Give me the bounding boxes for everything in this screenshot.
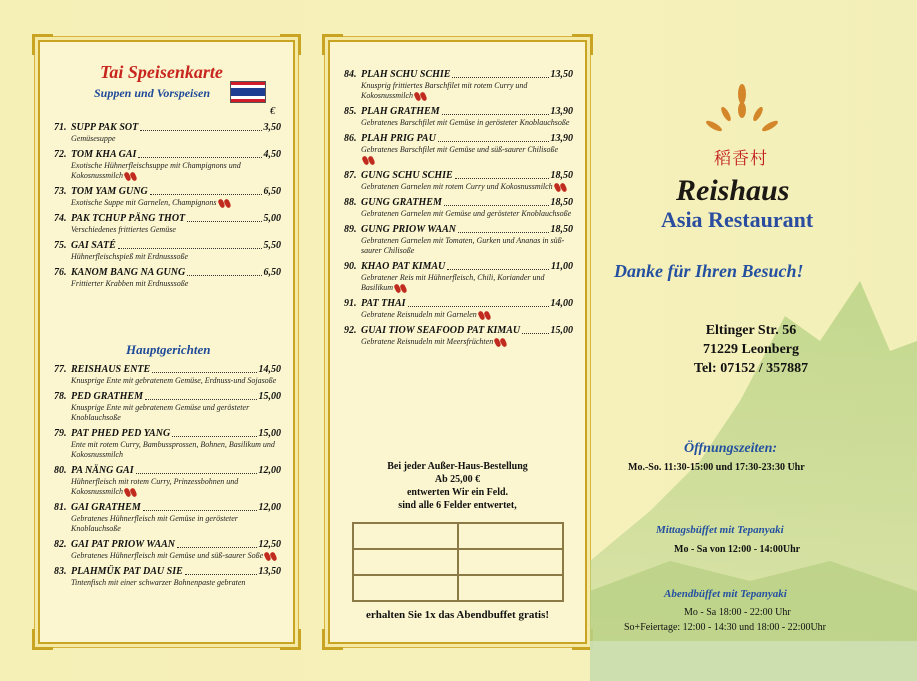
rice-ears-logo-icon [702, 82, 782, 142]
dot-leader [452, 77, 548, 78]
menu-list-fish-seafood [344, 69, 573, 352]
menu-title: Tai Speisenkarte [100, 62, 223, 82]
menu-item-description: Gemüsesuppe [71, 134, 116, 143]
menu-item-name: GAI PAT PRIOW WAAN [71, 539, 176, 550]
menu-item-description: Gebratener Reis mit Hühnerfleisch, Chili, Koriander und Basilikum [361, 273, 545, 292]
ornament-corner [280, 629, 301, 650]
menu-item-description: Knusprige Ente mit gebratenem Gemüse und gerösteter Knoblauchsoße [71, 403, 250, 422]
menu-item-name: PLAHMÜK PAT DAU SIE [71, 566, 183, 577]
menu-item-name: GUNG SCHU SCHIE [361, 170, 453, 181]
menu-item-price: 15,00 [258, 391, 281, 402]
menu-item-description-row [71, 514, 281, 534]
menu-item-description-row [71, 403, 281, 423]
dot-leader [140, 130, 261, 131]
chili-spicy-icon [265, 552, 279, 561]
thai-flag-icon [230, 81, 266, 103]
chili-spicy-icon [555, 183, 569, 192]
menu-item-header [54, 428, 281, 440]
menu-item-description-row [361, 145, 573, 165]
menu-item-name: PED GRATHEM [71, 391, 143, 402]
menu-item-header [54, 566, 281, 578]
city: 71229 Leonberg [702, 342, 800, 357]
menu-item-description: Hühnerfleischspieß mit Erdnusssoße [71, 252, 189, 261]
phone: Tel: 07152 / 357887 [693, 361, 809, 376]
menu-item-price: 15,00 [258, 428, 281, 439]
menu-item-description-row [361, 81, 573, 101]
chili-spicy-icon [479, 311, 493, 320]
menu-item-price: 12,50 [258, 539, 281, 550]
notice-line: sind alle 6 Felder entwertet, [398, 500, 517, 511]
notice-line: Bei jeder Außer-Haus-Bestellung [387, 461, 528, 472]
menu-item [54, 186, 281, 208]
menu-item-price: 5,50 [263, 240, 281, 251]
chili-spicy-icon [395, 284, 409, 293]
menu-item [54, 465, 281, 497]
dot-leader [438, 141, 549, 142]
lunch-buffet-hours: Mo - Sa von 12:00 - 14:00Uhr [674, 544, 801, 555]
address-block [678, 321, 824, 378]
menu-item-number: 75. [54, 240, 67, 251]
menu-item-header [344, 261, 573, 273]
menu-item [54, 502, 281, 534]
stamp-field [458, 549, 563, 575]
takeaway-notice [330, 460, 585, 512]
dot-leader [185, 574, 257, 575]
menu-item-number: 77. [54, 364, 67, 375]
menu-item-price: 11,00 [551, 261, 573, 272]
menu-item-number: 91. [344, 298, 357, 309]
menu-item-description-row [71, 198, 281, 208]
menu-item-header [54, 122, 281, 134]
menu-item-number: 89. [344, 224, 357, 235]
menu-item-header [54, 240, 281, 252]
menu-item-header [344, 298, 573, 310]
chili-spicy-icon [363, 156, 377, 165]
chili-spicy-icon [415, 92, 429, 101]
menu-item-name: TOM KHA GAI [71, 149, 137, 160]
dot-leader [138, 157, 261, 158]
menu-item [54, 566, 281, 588]
menu-item-name: PAK TCHUP PÄNG THOT [71, 213, 186, 224]
menu-list-main [54, 364, 281, 593]
menu-item-header [54, 149, 281, 161]
dot-leader [522, 333, 548, 334]
menu-item-description-row [71, 252, 281, 262]
menu-item [344, 133, 573, 165]
menu-item-header [54, 539, 281, 551]
menu-item-price: 13,90 [550, 106, 573, 117]
menu-item-number: 80. [54, 465, 67, 476]
menu-item-description-row [71, 225, 281, 235]
menu-item-header [54, 364, 281, 376]
menu-item [54, 428, 281, 460]
restaurant-type: Asia Restaurant [661, 207, 814, 232]
menu-item-name: KANOM BANG NA GUNG [71, 267, 186, 278]
opening-hours-title: Öffnungszeiten: [684, 441, 778, 456]
ornament-corner [322, 34, 343, 55]
dot-leader [455, 178, 549, 179]
menu-item-description: Gebratenen Garnelen mit Tomaten, Gurken und Ananas in süß-saurer Chilisoße [361, 236, 565, 255]
menu-item-name: REISHAUS ENTE [71, 364, 151, 375]
dot-leader [118, 248, 262, 249]
dot-leader [145, 399, 257, 400]
menu-item [344, 197, 573, 219]
menu-item-description-row [71, 477, 281, 497]
ornament-corner [322, 629, 343, 650]
dot-leader [187, 221, 261, 222]
menu-item [54, 122, 281, 144]
menu-item [54, 240, 281, 262]
menu-item-header [344, 224, 573, 236]
dot-leader [143, 510, 257, 511]
lunch-buffet-title: Mittagsbüffet mit Tepanyaki [656, 524, 784, 536]
currency-symbol: € [270, 106, 275, 117]
menu-item-price: 18,50 [550, 224, 573, 235]
menu-item-header [344, 106, 573, 118]
menu-item-price: 6,50 [263, 186, 281, 197]
menu-item-description: Tintenfisch mit einer schwarzer Bohnenpaste gebraten [71, 578, 246, 587]
dinner-buffet-hours-sunday: So+Feiertage: 12:00 - 14:30 und 18:00 - 22:00Uhr [624, 622, 827, 633]
menu-item-name: GUNG GRATHEM [361, 197, 442, 208]
menu-item-price: 4,50 [263, 149, 281, 160]
menu-item [54, 364, 281, 386]
menu-item-description: Hühnerfleisch mit rotem Curry, Prinzessbohnen und Kokosnussmilch [71, 477, 239, 496]
menu-list-soups [54, 122, 281, 294]
menu-item-description: Gebratene Reisnudeln mit Garnelen [361, 310, 477, 319]
menu-item-price: 18,50 [550, 170, 573, 181]
dot-leader [152, 372, 256, 373]
ornament-corner [32, 34, 53, 55]
middle-menu-panel [328, 40, 587, 644]
menu-item-description: Knusprig frittiertes Barschfilet mit rotem Curry und Kokosnussmilch [361, 81, 528, 100]
menu-item-header [54, 213, 281, 225]
menu-item [344, 170, 573, 192]
menu-item-name: GUNG PRIOW WAAN [361, 224, 457, 235]
menu-item-description: Gebratenen Garnelen mit rotem Curry und Kokosnussmilch [361, 182, 553, 191]
street: Eltinger Str. 56 [705, 323, 797, 338]
menu-item-description-row [71, 440, 281, 460]
menu-item-description: Gebratenes Barschfilet mit Gemüse und süß-saurer Chilisoße [361, 145, 559, 154]
dot-leader [136, 473, 257, 474]
section-title-main: Hauptgerichten [126, 342, 211, 357]
menu-item-price: 5,00 [263, 213, 281, 224]
menu-item-header [54, 267, 281, 279]
menu-item-number: 87. [344, 170, 357, 181]
menu-item-description-row [361, 236, 573, 256]
dinner-buffet-hours: Mo - Sa 18:00 - 22:00 Uhr [684, 607, 791, 618]
dot-leader [172, 436, 256, 437]
menu-item-name: KHAO PAT KIMAU [361, 261, 446, 272]
menu-item-description: Gebratenes Barschfilet mit Gemüse in gerösteter Knoblauchsoße [361, 118, 570, 127]
menu-item [54, 391, 281, 423]
menu-item-description: Ente mit rotem Curry, Bambussprossen, Bohnen, Basilikum und Kokosnussmilch [71, 440, 275, 459]
menu-item-price: 13,50 [550, 69, 573, 80]
dot-leader [150, 194, 262, 195]
section-title-soups: Suppen und Vorspeisen [94, 86, 211, 100]
menu-item-description-row [361, 182, 573, 192]
menu-item-name: GAI SATÉ [71, 240, 116, 251]
notice-line: entwerten Wir ein Feld. [406, 487, 509, 498]
dot-leader [444, 205, 549, 206]
menu-item [344, 261, 573, 293]
chinese-restaurant-name: 稻香村 [714, 149, 768, 168]
menu-item-number: 85. [344, 106, 357, 117]
menu-item-description-row [71, 134, 281, 144]
ornament-corner [32, 629, 53, 650]
menu-item-description-row [71, 551, 281, 561]
menu-item-name: PLAH SCHU SCHIE [361, 69, 451, 80]
menu-item-number: 81. [54, 502, 67, 513]
menu-item-number: 90. [344, 261, 357, 272]
menu-item-description: Verschiedenes frittiertes Gemüse [71, 225, 176, 234]
menu-item [344, 106, 573, 128]
menu-item-number: 84. [344, 69, 357, 80]
menu-item-description: Frittierter Krabben mit Erdnusssoße [71, 279, 189, 288]
stamp-field [458, 575, 563, 601]
menu-item-description: Gebratenes Hühnerfleisch mit Gemüse in gerösteter Knoblauchsoße [71, 514, 238, 533]
menu-item-description-row [361, 337, 573, 347]
dinner-buffet-title: Abendbüffet mit Tepanyaki [664, 588, 787, 600]
menu-item-price: 13,50 [258, 566, 281, 577]
cover-panel [590, 0, 917, 681]
menu-item-number: 92. [344, 325, 357, 336]
menu-item-number: 74. [54, 213, 67, 224]
dot-leader [458, 232, 548, 233]
menu-item-description: Gebratenes Hühnerfleisch mit Gemüse und süß-saurer Soße [71, 551, 264, 560]
menu-item-number: 73. [54, 186, 67, 197]
menu-item-header [344, 325, 573, 337]
stamp-field [353, 549, 458, 575]
menu-item-name: PLAH PRIG PAU [361, 133, 436, 144]
chili-spicy-icon [219, 199, 233, 208]
ornament-corner [280, 34, 301, 55]
menu-item-header [54, 186, 281, 198]
menu-item [54, 539, 281, 561]
menu-item [54, 149, 281, 181]
menu-item-name: SUPP PAK SOT [71, 122, 139, 133]
left-menu-panel [38, 40, 295, 644]
menu-item-header [344, 170, 573, 182]
menu-item-name: GUAI TIOW SEAFOOD PAT KIMAU [361, 325, 521, 336]
menu-item-price: 12,00 [258, 502, 281, 513]
menu-item-price: 14,00 [550, 298, 573, 309]
stamp-field [458, 523, 563, 549]
menu-item-header [54, 391, 281, 403]
menu-item-description-row [71, 376, 281, 386]
menu-item-header [54, 502, 281, 514]
menu-item-description-row [71, 161, 281, 181]
menu-item-number: 78. [54, 391, 67, 402]
menu-item-number: 71. [54, 122, 67, 133]
menu-item [54, 267, 281, 289]
menu-item-number: 72. [54, 149, 67, 160]
menu-item-number: 88. [344, 197, 357, 208]
menu-item-header [54, 465, 281, 477]
menu-item-name: PA NÄNG GAI [71, 465, 134, 476]
thank-you-text: Danke für Ihren Besuch! [614, 261, 804, 281]
menu-item [344, 325, 573, 347]
menu-item-name: GAI GRATHEM [71, 502, 141, 513]
chili-spicy-icon [125, 488, 139, 497]
menu-item-number: 76. [54, 267, 67, 278]
menu-item [344, 69, 573, 101]
menu-item-description-row [361, 209, 573, 219]
menu-item-description-row [71, 279, 281, 289]
menu-item [54, 213, 281, 235]
menu-item-price: 13,90 [550, 133, 573, 144]
menu-item-description: Gebratenen Garnelen mit Gemüse und gerösteter Knoblauchsoße [361, 209, 572, 218]
menu-item-price: 15,00 [550, 325, 573, 336]
chili-spicy-icon [125, 172, 139, 181]
stamp-card-grid [352, 522, 564, 602]
menu-item-name: TOM YAM GUNG [71, 186, 148, 197]
menu-item-price: 18,50 [550, 197, 573, 208]
menu-item-description-row [361, 310, 573, 320]
dot-leader [187, 275, 261, 276]
menu-item-name: PAT THAI [361, 298, 406, 309]
menu-item-description: Knusprige Ente mit gebratenem Gemüse, Erdnuss-und Sojasoße [71, 376, 277, 385]
stamp-field [353, 523, 458, 549]
restaurant-name: Reishaus [676, 174, 790, 207]
menu-item [344, 298, 573, 320]
menu-item-price: 14,50 [258, 364, 281, 375]
menu-item-description-row [361, 273, 573, 293]
menu-item-description: Exotische Hühnerfleischsuppe mit Champignons und Kokosnussmilch [71, 161, 241, 180]
stamp-field [353, 575, 458, 601]
menu-item-name: PAT PHED PED YANG [71, 428, 171, 439]
menu-item-number: 83. [54, 566, 67, 577]
menu-item-description-row [361, 118, 573, 128]
menu-item-number: 86. [344, 133, 357, 144]
menu-item-description: Exotische Suppe mit Garnelen, Champignons [71, 198, 217, 207]
menu-item-header [344, 197, 573, 209]
menu-item-header [344, 69, 573, 81]
dot-leader [447, 269, 549, 270]
dot-leader [177, 547, 256, 548]
menu-item-price: 6,50 [263, 267, 281, 278]
notice-line: Ab 25,00 € [434, 474, 481, 485]
notice-footer: erhalten Sie 1x das Abendbuffet gratis! [365, 609, 550, 621]
menu-item-price: 12,00 [258, 465, 281, 476]
chili-spicy-icon [495, 338, 509, 347]
dot-leader [442, 114, 549, 115]
menu-item-number: 79. [54, 428, 67, 439]
menu-item-description: Gebratene Reisnudeln mit Meersfrüchten [361, 337, 494, 346]
opening-hours: Mo.-So. 11:30-15:00 und 17:30-23:30 Uhr [628, 462, 805, 473]
menu-item-number: 82. [54, 539, 67, 550]
menu-item [344, 224, 573, 256]
dot-leader [408, 306, 549, 307]
menu-item-price: 3,50 [263, 122, 281, 133]
menu-item-header [344, 133, 573, 145]
menu-item-name: PLAH GRATHEM [361, 106, 440, 117]
menu-item-description-row [71, 578, 281, 588]
